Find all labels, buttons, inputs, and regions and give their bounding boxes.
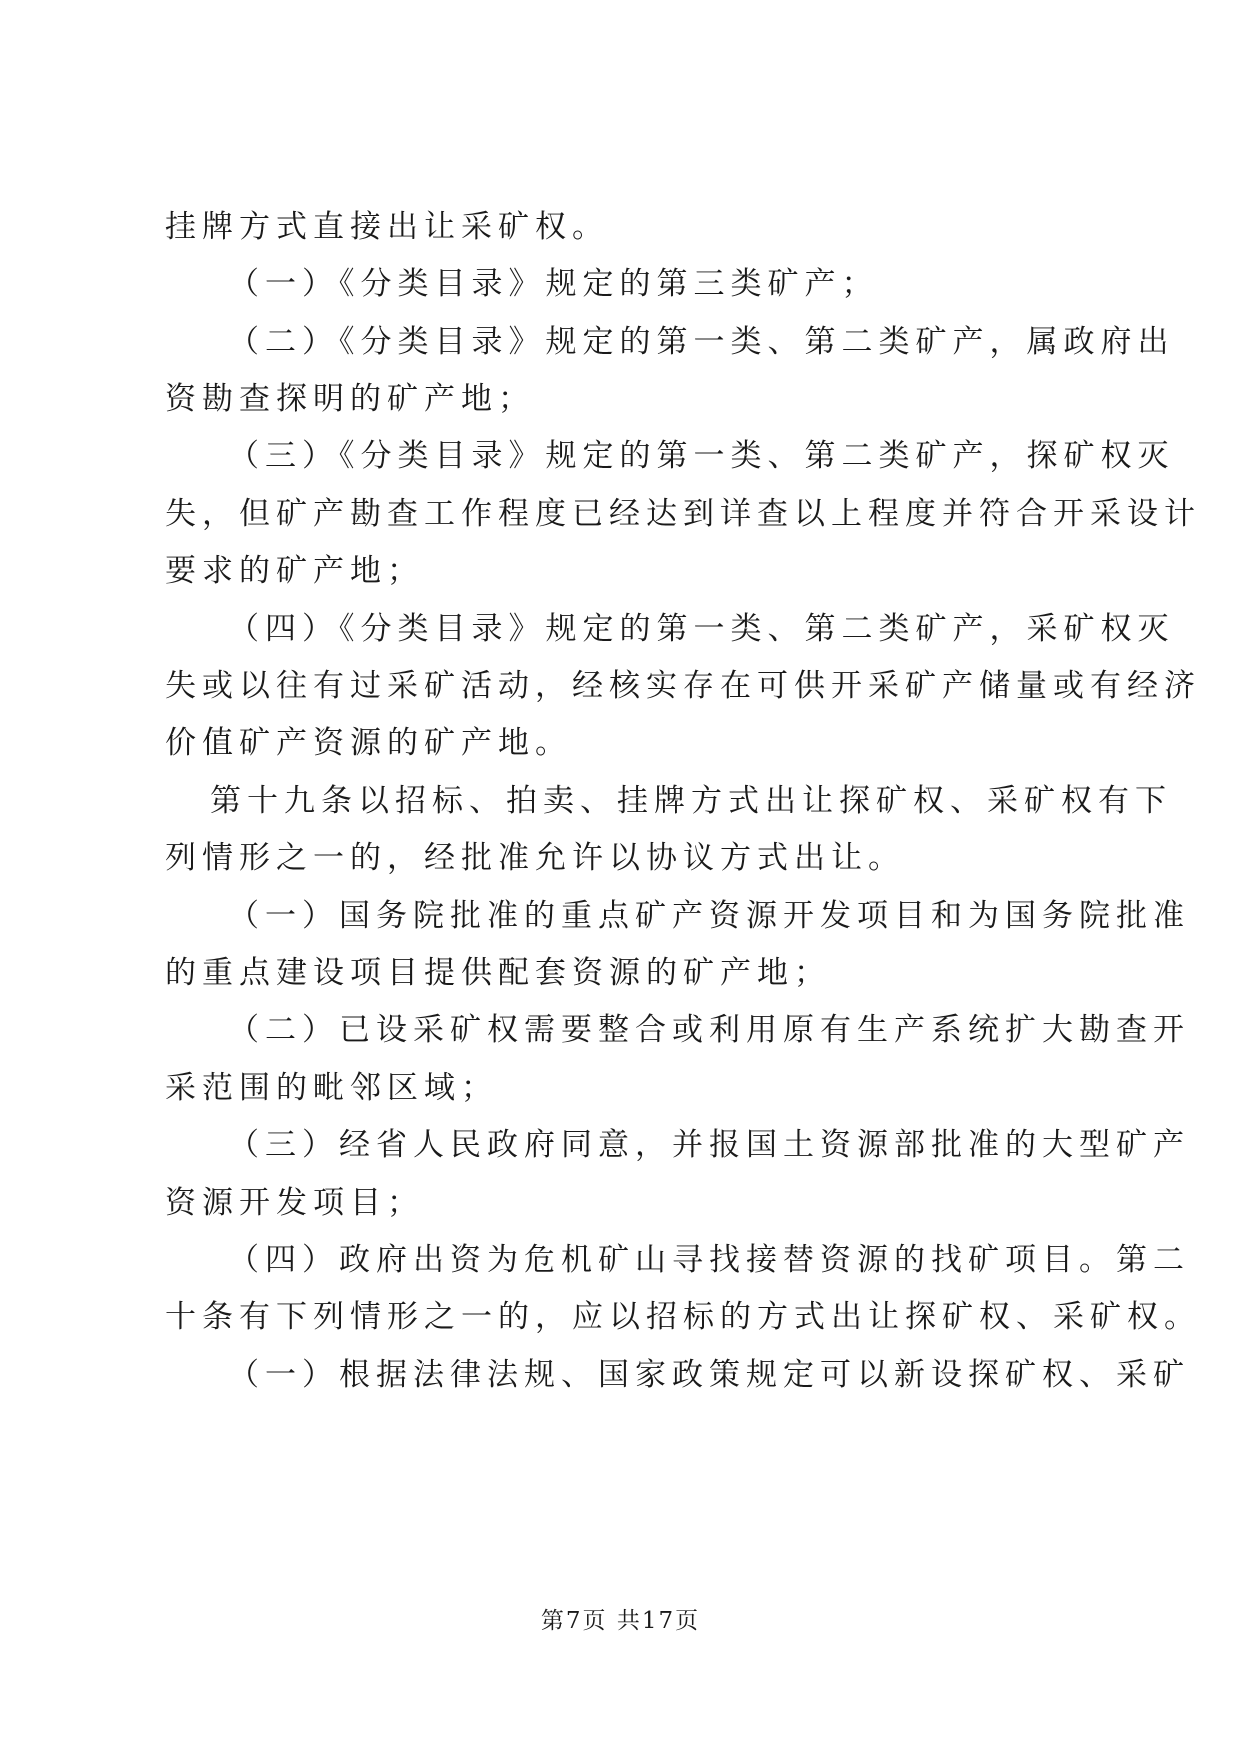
text-line-17: （三）经省人民政府同意，并报国土资源部批准的大型矿产 bbox=[228, 1127, 1190, 1163]
text-line-2: （一）《分类目录》规定的第三类矿产； bbox=[228, 266, 879, 302]
text-line-9: 失或以往有过采矿活动，经核实存在可供开采矿产储量或有经济 bbox=[165, 668, 1201, 704]
page-footer: 第7页 共17页 bbox=[540, 1608, 701, 1634]
text-line-4: 资勘查探明的矿产地； bbox=[165, 381, 535, 417]
text-line-6: 失，但矿产勘查工作程度已经达到详查以上程度并符合开采设计 bbox=[165, 496, 1201, 532]
text-line-10: 价值矿产资源的矿产地。 bbox=[165, 725, 572, 761]
text-line-13: （一）国务院批准的重点矿产资源开发项目和为国务院批准 bbox=[228, 898, 1190, 934]
text-line-14: 的重点建设项目提供配套资源的矿产地； bbox=[165, 955, 831, 991]
text-line-16: 采范围的毗邻区域； bbox=[165, 1070, 498, 1106]
text-line-21: （一）根据法律法规、国家政策规定可以新设探矿权、采矿 bbox=[228, 1357, 1190, 1393]
text-line-12: 列情形之一的，经批准允许以协议方式出让。 bbox=[165, 840, 905, 876]
text-line-15: （二）已设采矿权需要整合或利用原有生产系统扩大勘查开 bbox=[228, 1012, 1190, 1048]
text-line-5: （三）《分类目录》规定的第一类、第二类矿产，探矿权灭 bbox=[228, 438, 1175, 474]
text-line-1: 挂牌方式直接出让采矿权。 bbox=[165, 209, 609, 245]
text-line-19: （四）政府出资为危机矿山寻找接替资源的找矿项目。第二 bbox=[228, 1242, 1190, 1278]
text-line-20: 十条有下列情形之一的，应以招标的方式出让探矿权、采矿权。 bbox=[165, 1299, 1201, 1335]
text-line-3: （二）《分类目录》规定的第一类、第二类矿产，属政府出 bbox=[228, 324, 1175, 360]
text-line-8: （四）《分类目录》规定的第一类、第二类矿产，采矿权灭 bbox=[228, 611, 1175, 647]
text-line-18: 资源开发项目； bbox=[165, 1185, 424, 1221]
text-line-11: 第十九条以招标、拍卖、挂牌方式出让探矿权、采矿权有下 bbox=[210, 783, 1172, 819]
text-line-7: 要求的矿产地； bbox=[165, 553, 424, 589]
